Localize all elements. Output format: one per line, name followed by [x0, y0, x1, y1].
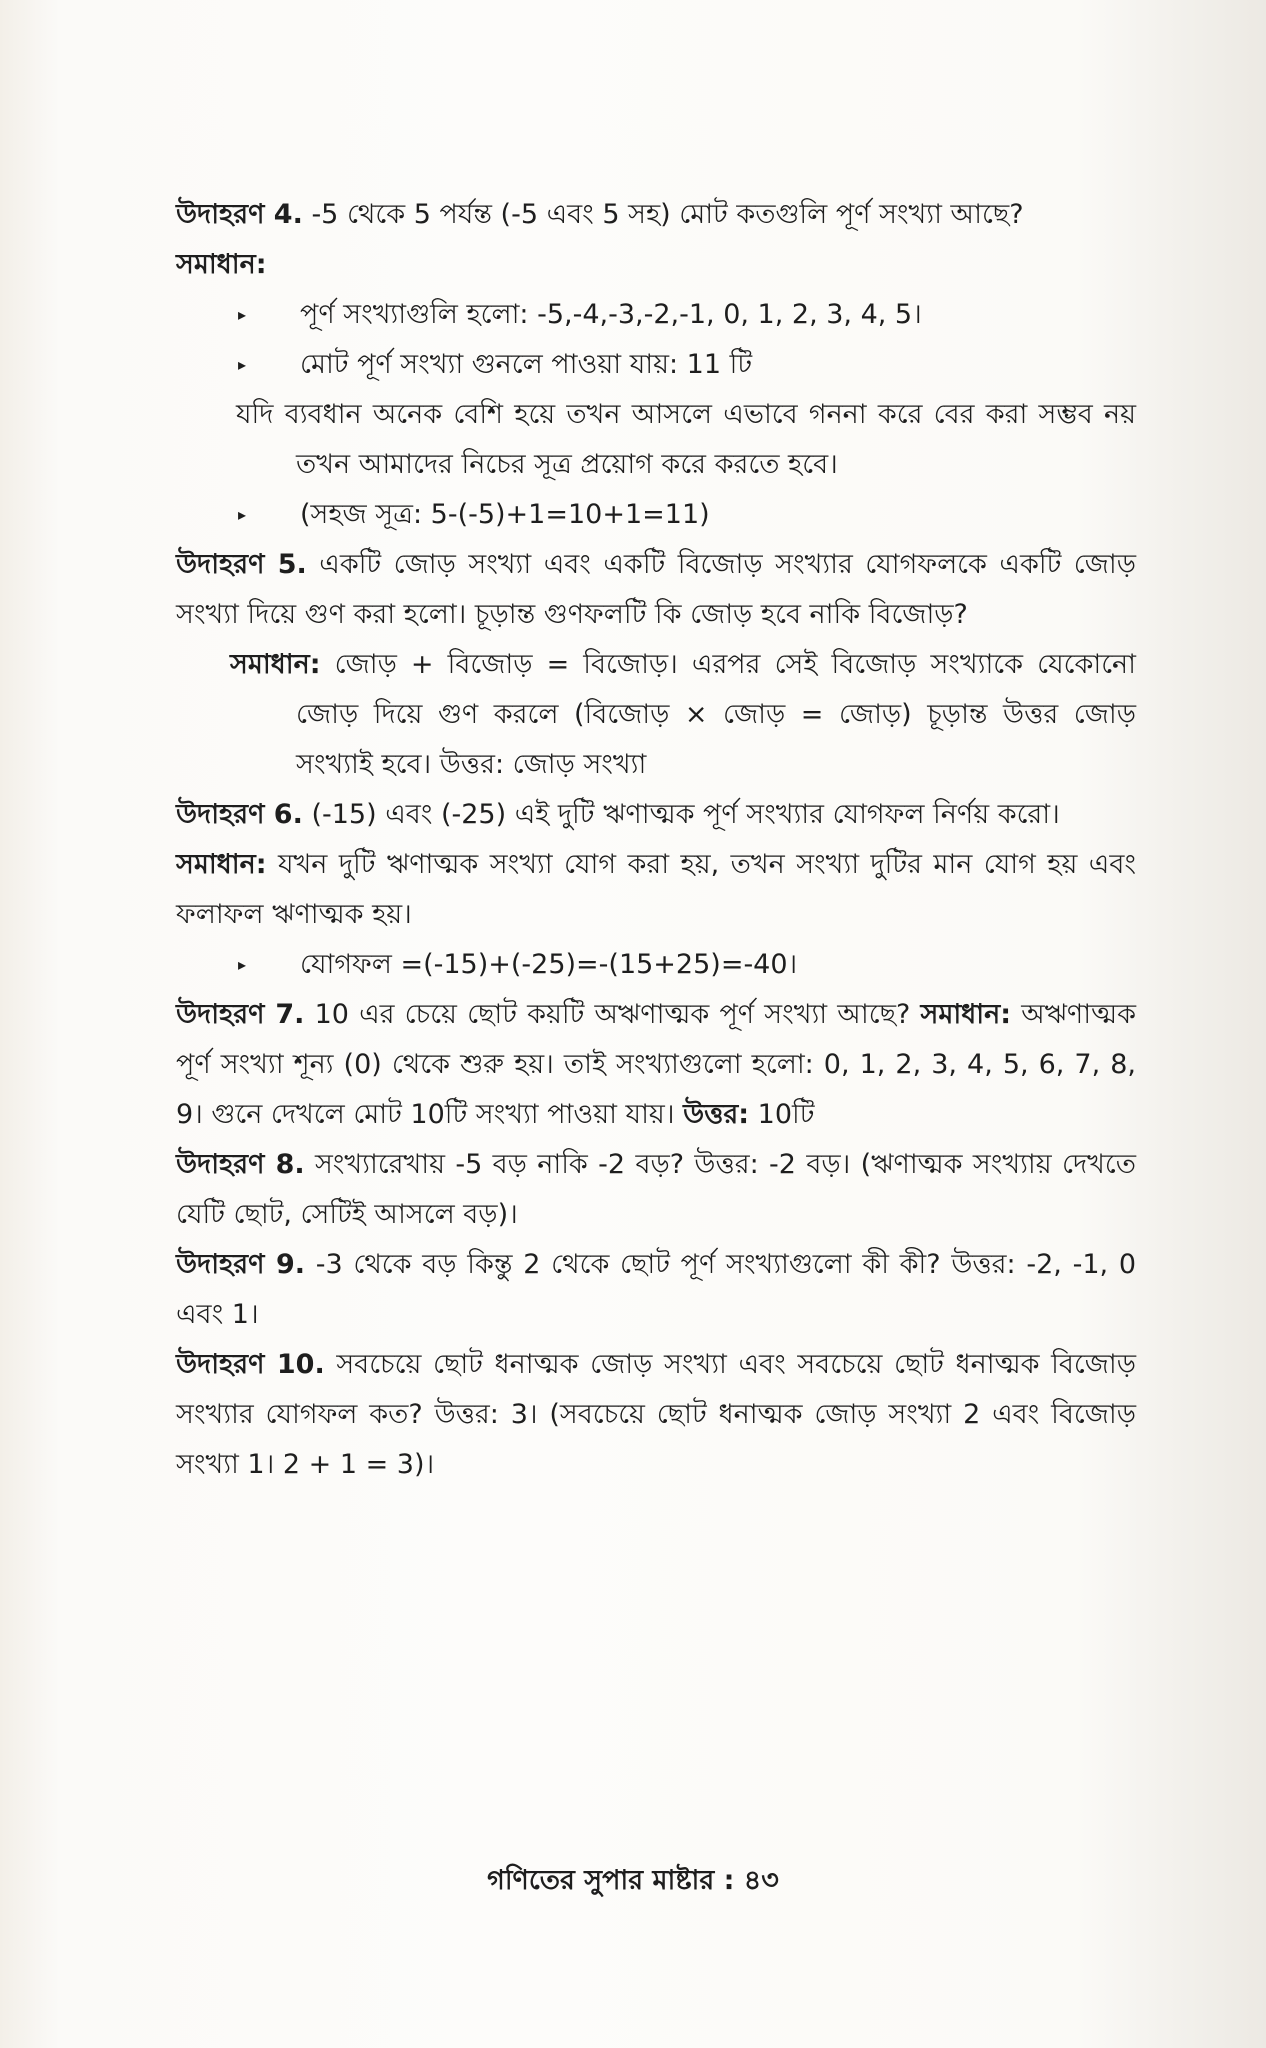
- example-7-solution-label: সমাধান:: [920, 999, 1012, 1030]
- bullet-icon: ▸: [238, 305, 247, 324]
- example-7-question: 10 এর চেয়ে ছোট কয়টি অঋণাত্মক পূর্ণ সংখ্যা আছে?: [304, 999, 921, 1030]
- example-7-solution-text: অঋণাত্মক পূর্ণ সংখ্যা শূন্য (0) থেকে শুরু হয়। তাই সংখ্যাগুলো হলো: 0, 1, 2, 3, 4, 5, 6, 7, 8, 9। গুনে দেখলে মোট 10টি সংখ্যা পাওয়া যায়।: [176, 999, 1136, 1130]
- example-9: [176, 1240, 1136, 1340]
- bullet-icon: ▸: [238, 355, 247, 374]
- example-4-text: -5 থেকে 5 পর্যন্ত (-5 এবং 5 সহ) মোট কতগুলি পূর্ণ সংখ্যা আছে?: [302, 199, 1024, 230]
- example-6-bullet-1: [176, 940, 1136, 990]
- example-6-solution: [176, 840, 1136, 940]
- example-6-solution-label: সমাধান:: [176, 849, 267, 880]
- example-4-question: [176, 190, 1136, 240]
- example-5-text: একটি জোড় সংখ্যা এবং একটি বিজোড় সংখ্যার যোগফলকে একটি জোড় সংখ্যা দিয়ে গুণ করা হলো। চূড়ান্ত গুণফলটি কি জোড় হবে নাকি বিজোড়?: [176, 549, 1137, 630]
- example-4-bullet-2-text: মোট পূর্ণ সংখ্যা গুনলে পাওয়া যায়: 11 টি: [300, 349, 753, 380]
- bullet-icon: ▸: [238, 505, 247, 524]
- example-4-solution-label: সমাধান:: [176, 249, 267, 280]
- example-4-bullet-3-text: (সহজ সূত্র: 5-(-5)+1=10+1=11): [300, 499, 710, 530]
- example-7-answer: 10টি: [749, 1099, 815, 1130]
- example-5-solution: [176, 640, 1136, 790]
- example-8: [176, 1140, 1136, 1240]
- example-4-bullet-1: [176, 290, 1136, 340]
- page-content: [176, 190, 1136, 1490]
- page-footer: গণিতের সুপার মাষ্টার : ৪৩: [487, 1865, 779, 1896]
- example-4-bullet-1-text: পূর্ণ সংখ্যাগুলি হলো: -5,-4,-3,-2,-1, 0, 1, 2, 3, 4, 5।: [300, 299, 922, 330]
- example-5-solution-label: সমাধান:: [230, 649, 321, 680]
- example-9-text: -3 থেকে বড় কিন্তু 2 থেকে ছোট পূর্ণ সংখ্যাগুলো কী কী? উত্তর: -2, -1, 0 এবং 1।: [176, 1249, 1136, 1330]
- example-5-solution-text: জোড় + বিজোড় = বিজোড়। এরপর সেই বিজোড় সংখ্যাকে যেকোনো জোড় দিয়ে গুণ করলে (বিজোড় × জোড় = জোড়) চূড়ান্ত উত্তর জোড় সংখ্যাই হবে। উত্তর: জোড় সংখ্যা: [296, 649, 1136, 780]
- example-7-answer-label: উত্তর:: [683, 1099, 750, 1130]
- example-4-note: যদি ব্যবধান অনেক বেশি হয়ে তখন আসলে এভাবে গননা করে বের করা সম্ভব নয় তখন আমাদের নিচের সূত্র প্রয়োগ করে করতে হবে।: [236, 399, 1136, 480]
- example-6-text: (-15) এবং (-25) এই দুটি ঋণাত্মক পূর্ণ সংখ্যার যোগফল নির্ণয় করো।: [302, 799, 1060, 830]
- example-9-label: উদাহরণ 9.: [176, 1249, 305, 1280]
- example-6-solution-text: যখন দুটি ঋণাত্মক সংখ্যা যোগ করা হয়, তখন সংখ্যা দুটির মান যোগ হয় এবং ফলাফল ঋণাত্মক হয়।: [176, 849, 1136, 930]
- example-6-bullet-1-text: যোগফল =(-15)+(-25)=-(15+25)=-40।: [300, 949, 798, 980]
- example-6-question: [176, 790, 1136, 840]
- example-4-bullet-2: [176, 340, 1136, 390]
- example-5-label: উদাহরণ 5.: [176, 549, 307, 580]
- example-8-text: সংখ্যারেখায় -5 বড় নাকি -2 বড়? উত্তর: -2 বড়। (ঋণাত্মক সংখ্যায় দেখতে যেটি ছোট, সেটিই আসলে বড়)।: [176, 1149, 1136, 1230]
- example-4-label: উদাহরণ 4.: [176, 199, 303, 230]
- example-7-label: উদাহরণ 7.: [176, 999, 305, 1030]
- example-7: [176, 990, 1136, 1140]
- example-10-text: সবচেয়ে ছোট ধনাত্মক জোড় সংখ্যা এবং সবচেয়ে ছোট ধনাত্মক বিজোড় সংখ্যার যোগফল কত? উত্তর: 3। (সবচেয়ে ছোট ধনাত্মক জোড় সংখ্যা 2 এবং বিজোড় সংখ্যা 1। 2 + 1 = 3)।: [176, 1349, 1136, 1480]
- example-8-label: উদাহরণ 8.: [176, 1149, 305, 1180]
- bullet-icon: ▸: [238, 955, 247, 974]
- example-10: [176, 1340, 1136, 1490]
- example-10-label: উদাহরণ 10.: [176, 1349, 325, 1380]
- example-5-question: [176, 540, 1136, 640]
- example-4-bullet-3: [176, 490, 1136, 540]
- example-6-label: উদাহরণ 6.: [176, 799, 303, 830]
